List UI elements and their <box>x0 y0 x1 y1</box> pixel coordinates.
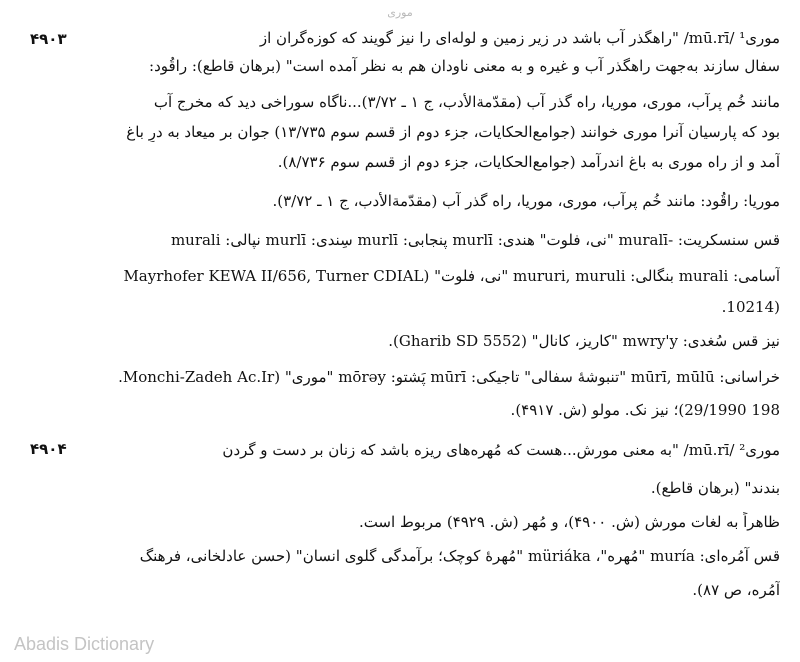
entry-line: نیز قس سُغدی: mwry'y "کاریز، کانال" (Gharib SD 5552). <box>388 332 780 350</box>
entry-line: قس آمُره‌ای: muría "مُهره"، müriáka "مُهرهٔ کوچک؛ برآمدگی گلوی انسان" (حسن عادلخانی، فرهنگ <box>139 547 780 565</box>
entry-line: خراسانی: mūrī, mūlū "تنبوشهٔ سفالی" تاجیکی: mūrī پَشتو: mōrəy "موری" (Monchi-Zadeh Ac.Ir. <box>118 368 780 386</box>
entry-line: (10214. <box>721 298 780 316</box>
page-header-word: موری <box>387 6 413 19</box>
entry-line: قس سنسکریت: -muralī "نی، فلوت" هندی: murlī پنجابی: murlī سِندی: murlī نپالی: murali <box>170 231 780 249</box>
entry-line: ظاهراً به لغات مورش (ش. ۴۹۰۰)، و مُهر (ش. ۴۹۲۹) مربوط است. <box>358 513 780 531</box>
entry-number: ۴۹۰۳ <box>30 30 67 48</box>
entry-number: ۴۹۰۴ <box>30 440 67 458</box>
entry-line: بود که پارسیان آنرا موری خوانند (جوامع‌الحکایات، جزء دوم از قسم سوم ۱۳/۷۳۵) جوان بر میعاد به درِ باغ <box>126 123 780 141</box>
site-watermark: Abadis Dictionary <box>14 634 155 654</box>
entry-line: بندند" (برهان قاطع). <box>650 479 780 497</box>
entry-line: مانند خُمِ پرآب، موری، موریا، راه گذر آب (مقدّمة‌الأدب، ج ۱ ـ ۳/۷۲)...ناگاه سوراخی دید که مخرجِ آب <box>153 93 780 111</box>
entry-line: سفال سازند به‌جهت راهگذر آب و غیره و به معنی ناودان هم به نظر آمده است" (برهان قاطع): راقُود: <box>149 57 780 75</box>
entry-line: آمد و از راه موری به باغ اندرآمد (جوامع‌الحکایات، جزء دوم از قسم سوم ۸/۷۳۶). <box>277 153 780 171</box>
entry-line: آسامی: murali بنگالی: mururi, muruli "نی، فلوت" (Mayrhofer KEWA II/656, Turner CDIAL <box>123 267 780 285</box>
entry-line: موریا: راقُود: مانند خُمِ پرآب، موری، موریا، راه گذر آب (مقدّمة‌الأدب، ج ۱ ـ ۳/۷۲). <box>272 192 780 210</box>
entry-line: 198 29/1990)؛ نیز نک. مولو (ش. ۴۹۱۷). <box>510 401 780 419</box>
entry-line: موری¹ /mū.rī/ "راهگذر آب باشد در زیر زمین و لوله‌ای را نیز گویند که کوزه‌گران از <box>259 29 780 47</box>
entry-line: آمُره، ص ۸۷). <box>692 581 780 599</box>
entry-line: موری² /mū.rī/ "به معنی مورش...هست که مُهره‌های ریزه باشد که زنان بر دست و گردن <box>222 441 780 459</box>
